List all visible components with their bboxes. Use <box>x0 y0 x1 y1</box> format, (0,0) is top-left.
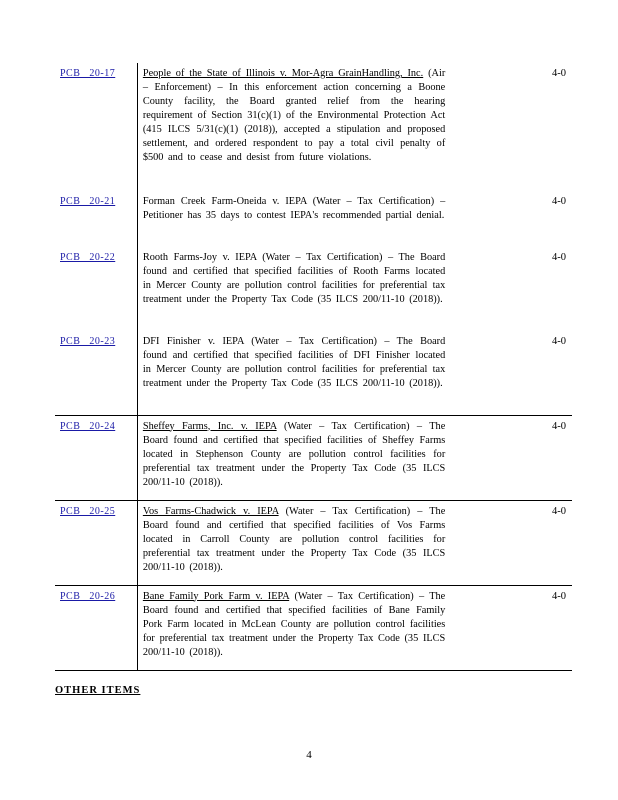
case-row <box>55 585 572 670</box>
case-vote: 4-0 <box>552 420 566 432</box>
case-vote: 4-0 <box>552 68 566 79</box>
case-description-text: (Water – Tax Certification) – The Board found and certified that specified facilities of Vos Farms located in Carroll County are pollution control facilities for preferential tax treatment under the Property Tax Code (35 ILCS 200/11-10 (2018)). <box>142 505 446 573</box>
case-description-text: (Air – Enforcement) – In this enforcement action concerning a Boone County facility, the Board granted relief from the hearing requirement of Section 31(c)(1) of the Environmental Protection Act (415 ILCS 5/31(c)(1) (2018)), accepted a stipulation and proposed settlement, and ordered respondent to pay a total civil penalty of $500 and to cease and desist from future violations. <box>142 68 446 163</box>
case-description-text: DFI Finisher v. IEPA (Water – Tax Certification) – The Board found and certified that specified facilities of DFI Finisher located in Mercer County are pollution control facilities for preferential tax treatment under the Property Tax Code (35 ILCS 200/11-10 (2018)). <box>142 336 446 389</box>
case-title-link[interactable]: Bane Family Pork Farm v. IEPA <box>142 590 290 602</box>
page-number: 4 <box>306 749 312 761</box>
case-description <box>138 63 449 175</box>
case-description <box>138 191 449 233</box>
case-vote: 4-0 <box>552 336 566 347</box>
case-row <box>55 63 572 191</box>
section-heading-other-items: OTHER ITEMS <box>55 685 141 696</box>
case-row <box>55 500 572 585</box>
case-vote: 4-0 <box>552 196 566 207</box>
case-description-text: Forman Creek Farm-Oneida v. IEPA (Water – Tax Certification) – Petitioner has 35 days to contest IEPA's recommended partial denial. <box>142 196 446 221</box>
case-number-link[interactable]: PCB 20-22 <box>60 252 116 263</box>
case-number-link[interactable]: PCB 20-21 <box>60 196 116 207</box>
case-number-link[interactable]: PCB 20-25 <box>60 505 116 517</box>
case-row <box>55 415 572 500</box>
case-number-link[interactable]: PCB 20-23 <box>60 336 116 347</box>
case-description-text: Rooth Farms-Joy v. IEPA (Water – Tax Certification) – The Board found and certified that specified facilities of Rooth Farms located in Mercer County are pollution control facilities for preferential tax treatment under the Property Tax Code (35 ILCS 200/11-10 (2018)). <box>142 252 446 305</box>
case-vote: 4-0 <box>552 590 566 602</box>
case-description <box>138 501 449 585</box>
case-title-link[interactable]: Sheffey Farms, Inc. v. IEPA <box>142 420 277 432</box>
case-number-link[interactable]: PCB 20-17 <box>60 68 116 79</box>
case-row <box>55 191 572 247</box>
case-description-text: (Water – Tax Certification) – The Board found and certified that specified facilities of Sheffey Farms located in Stephenson County are pollution control facilities for preferential tax treatment under the Property Tax Code (35 ILCS 200/11-10 (2018)). <box>142 420 446 488</box>
case-title-link[interactable]: People of the State of Illinois v. Mor-Agra GrainHandling, Inc. <box>142 68 424 79</box>
case-vote: 4-0 <box>552 505 566 517</box>
case-vote: 4-0 <box>552 252 566 263</box>
case-row <box>55 331 572 415</box>
case-description-text: (Water – Tax Certification) – The Board found and certified that specified facilities of Bane Family Pork Farm located in McLean County are pollution control facilities for preferential tax treatment under the Property Tax Code (35 ILCS 200/11-10 (2018)). <box>142 590 446 658</box>
case-description <box>138 331 449 401</box>
case-number-link[interactable]: PCB 20-24 <box>60 420 116 432</box>
case-description <box>138 247 449 317</box>
case-description <box>138 416 449 500</box>
case-number-link[interactable]: PCB 20-26 <box>60 590 116 602</box>
case-table <box>55 63 572 671</box>
case-description <box>138 586 449 670</box>
case-title-link[interactable]: Vos Farms-Chadwick v. IEPA <box>142 505 279 517</box>
case-row <box>55 247 572 331</box>
